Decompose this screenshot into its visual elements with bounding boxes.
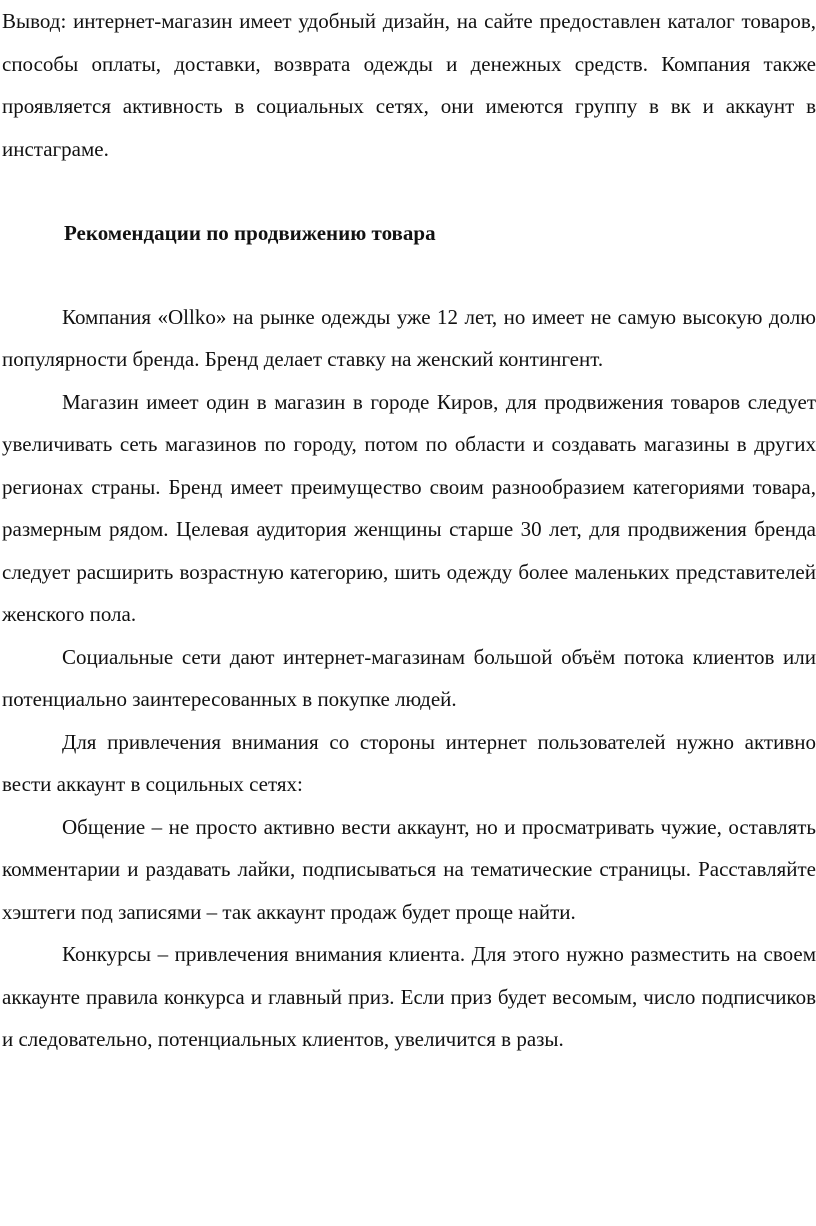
paragraph-attract-attention: Для привлечения внимания со стороны интернет пользователей нужно активно вести аккаунт в социльных сетях: [2,729,816,796]
section-heading: Рекомендации по продвижению товара [64,221,436,245]
document-body [2,0,816,1061]
paragraph-company: Компания «Ollko» на рынке одежды уже 12 лет, но имеет не самую высокую долю популярности бренда. Бренд делает ставку на женский контингент. [2,304,816,371]
paragraph-store-expansion: Магазин имеет один в магазин в городе Киров, для продвижения товаров следует увеличивать сеть магазинов по городу, потом по области и создавать магазины в других регионах страны. Бренд имеет преимущество своим разнообразием категориями товара, размерным рядом. Целевая аудитория женщины старше 30 лет, для продвижения бренда следует расширить возрастную категорию, шить одежду более маленьких представителей женского пола. [2,389,816,626]
paragraph-contests: Конкурсы – привлечения внимания клиента. Для этого нужно разместить на своем аккаунте правила конкурса и главный приз. Если приз будет весомым, число подписчиков и следовательно, потенциальных клиентов, увеличится в разы. [2,942,816,1051]
paragraph-communication: Общение – не просто активно вести аккаунт, но и просматривать чужие, оставлять комментарии и раздавать лайки, подписываться на тематические страницы. Расставляйте хэштеги под записями – так аккаунт продаж будет проще найти. [2,814,816,924]
conclusion-paragraph: Вывод: интернет-магазин имеет удобный дизайн, на сайте предоставлен каталог товаров, способы оплаты, доставки, возврата одежды и денежных средств. Компания также проявляется активность в социальных сетях, они имеются группу в вк и аккаунт в инстаграме. [2,9,816,161]
paragraph-social-networks: Социальные сети дают интернет-магазинам большой объём потока клиентов или потенциально заинтересованных в покупке людей. [2,644,816,711]
